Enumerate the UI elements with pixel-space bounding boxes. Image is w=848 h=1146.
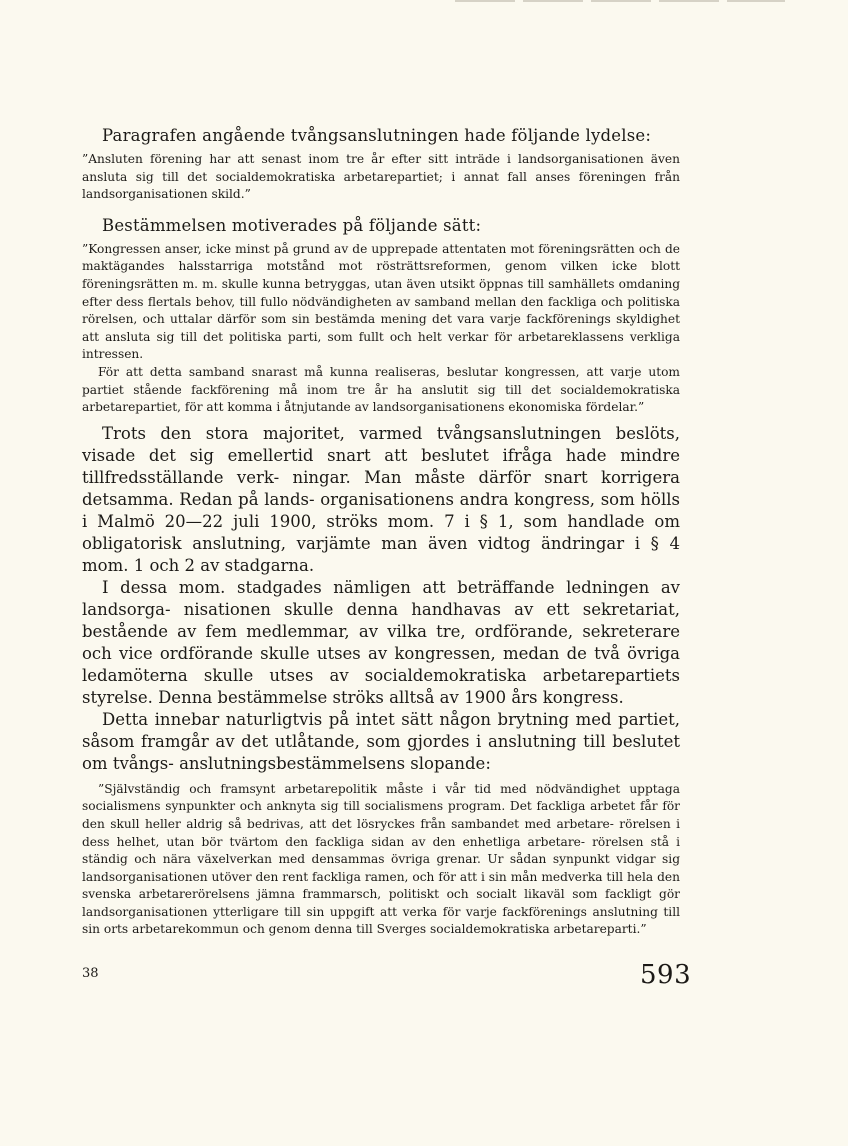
paragraph-2: I dessa mom. stadgades nämligen att beträffande ledningen av landsorga- nisationen skulle denna handhavas av ett sekretariat, bestående av fem medlemmar, av vilka tre, ordförande, sekreterare och vice ordförande skulle utses av kongressen, medan de två övriga ledamöterna skulle utses av socialdemokratiska arbetarepartiets styrelse. Denna bestämmelse ströks alltså av 1900 års kongress. (82, 577, 680, 707)
body-text (82, 423, 680, 775)
top-edge-rule (455, 0, 785, 2)
quote-block-2b-text: För att detta samband snarast må kunna realiseras, beslutar kongressen, att varje utom partiet stående fackförening må inom tre år ha anslutit sig till det socialdemokratiska arbetarepartiet, för att komma i åtnjutande av landsorganisationens ekonomiska fördelar.” (82, 364, 680, 415)
section-heading-1: Paragrafen angående tvångsanslutningen hade följande lydelse: (102, 126, 652, 145)
quote-block-3-text: ”Självständig och framsynt arbetarepolitik måste i vår tid med nödvändighet upptaga socialismens synpunkter och anknyta sig till socialismens program. Det fackliga arbetet får för den skull heller aldrig så bedrivas, att det lösryckes från sambandet med arbetare- rörelsen i dess helhet, utan bör tvärtom den fackliga sidan av den enhetliga arbetare- rörelsen stå i ständig och nära växelverkan med densammas övriga grenar. Ur sådan synpunkt vidgar sig landsorganisationen utöver den rent fackliga ramen, och för att i sin mån medverka till hela den svenska arbetarerörelsens jämna frammarsch, politiskt och socialt likaväl som fackligt gör landsorganisationen ytterligare till sin uppgift att verka för varje fackförenings anslutning till sin orts arbetarekommun och genom denna till Sverges socialdemokratiska arbetareparti.” (82, 781, 680, 937)
paragraph-1: Trots den stora majoritet, varmed tvångsanslutningen beslöts, visade det sig emellertid snart att beslutet ifråga hade mindre tillfredsställande verk- ningar. Man måste därför snart korrigera detsamma. Redan på lands- organisationens andra kongress, som hölls i Malmö 20—22 juli 1900, ströks mom. 7 i § 1, som handlade om obligatorisk anslutning, varjämte man även vidtog ändringar i § 4 mom. 1 och 2 av stadgarna. (82, 423, 680, 575)
quote-block-1: ”Ansluten förening har att senast inom tre år efter sitt inträde i landsorganisationen även ansluta sig till det socialdemokratiska arbetarepartiet; i annat fall anses föreningen från landsorganisationen skild.” (82, 152, 680, 202)
page-number-small: 38 (82, 966, 99, 981)
section-heading-2: Bestämmelsen motiverades på följande sätt: (102, 215, 482, 235)
paragraph-3: Detta innebar naturligtvis på intet sätt någon brytning med partiet, såsom framgår av det utlåtande, som gjordes i anslutning till beslutet om tvångs- anslutningsbestämmelsens slopande: (82, 709, 680, 773)
quote-block-3 (82, 781, 680, 939)
page-content (82, 124, 680, 945)
quote-block-2b (82, 364, 680, 417)
page-number-large: 593 (640, 960, 692, 990)
quote-block-2a: ”Kongressen anser, icke minst på grund av de upprepade attentaten mot föreningsrätten och de maktägandes halsstarriga motstånd mot rösträttsreformen, genom vilken icke blott föreningsrätten m. m. skulle kunna betryggas, utan även utsikt öppnas till samhällets omdaning efter dess flertals behov, till fullo nödvändigheten av samband mellan den fackliga och politiska rörelsen, och uttalar därför som sin bestämda mening det vara varje fackförenings skyldighet att ansluta sig till det politiska parti, som fullt och helt verkar för arbetareklassens verkliga intressen. (82, 241, 680, 362)
